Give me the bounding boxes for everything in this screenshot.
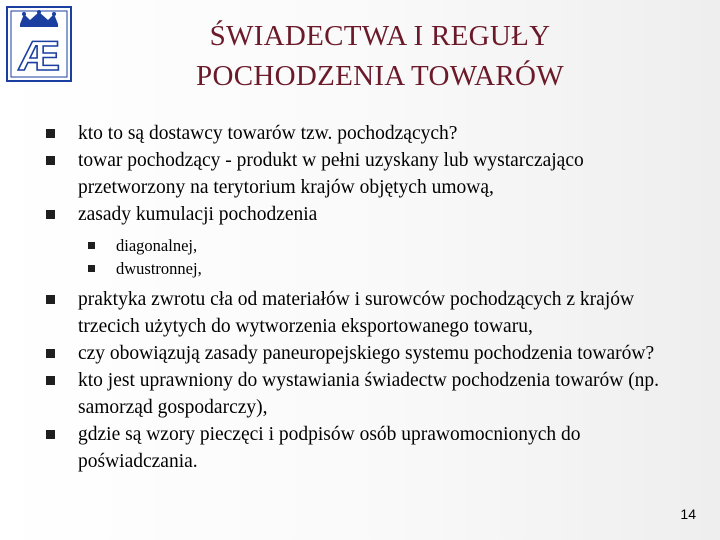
title-line-2: POCHODZENIA TOWARÓW [196,60,564,92]
square-bullet-icon [46,376,55,385]
logo-letters: Æ [18,32,60,79]
sub-list-item [88,257,686,280]
slide-title [120,16,640,96]
bullet-text: gdzie są wzory pieczęci i podpisów osób uprawomocnionych do poświadczania. [78,424,581,472]
ae-logo-icon [6,6,72,82]
sub-list-item [88,234,686,257]
bullet-text: kto to są dostawcy towarów tzw. pochodzących? [78,123,458,144]
list-item [46,421,686,475]
square-bullet-icon [46,349,55,358]
sub-bullet-text: diagonalnej, [116,236,198,255]
bullet-text: praktyka zwrotu cła od materiałów i surowców pochodzących z krajów trzecich użytych do wytworzenia eksportowanego towaru, [78,289,635,337]
bullet-text: towar pochodzący - produkt w pełni uzyskany lub wystarczająco przetworzony na terytorium krajów objętych umową, [78,150,584,198]
list-item [46,286,686,340]
list-item [46,367,686,421]
list-item [46,340,686,367]
list-item [46,120,686,147]
title-line-1: ŚWIADECTWA I REGUŁY [209,20,551,52]
sub-bullet-text: dwustronnej, [116,259,202,278]
bullet-list [46,120,686,475]
bullet-text: czy obowiązują zasady paneuropejskiego systemu pochodzenia towarów? [78,343,655,364]
square-bullet-icon [46,210,55,219]
square-bullet-icon [46,129,55,138]
bullet-text: kto jest uprawniony do wystawiania świadectw pochodzenia towarów (np. samorząd gospodarczy), [78,370,660,418]
sub-bullet-list [78,234,686,280]
square-bullet-icon [88,265,95,272]
list-item [46,201,686,280]
square-bullet-icon [46,156,55,165]
square-bullet-icon [88,242,95,249]
square-bullet-icon [46,430,55,439]
bullet-text: zasady kumulacji pochodzenia [78,204,318,225]
page-number: 14 [680,506,696,522]
square-bullet-icon [46,295,55,304]
list-item [46,147,686,201]
